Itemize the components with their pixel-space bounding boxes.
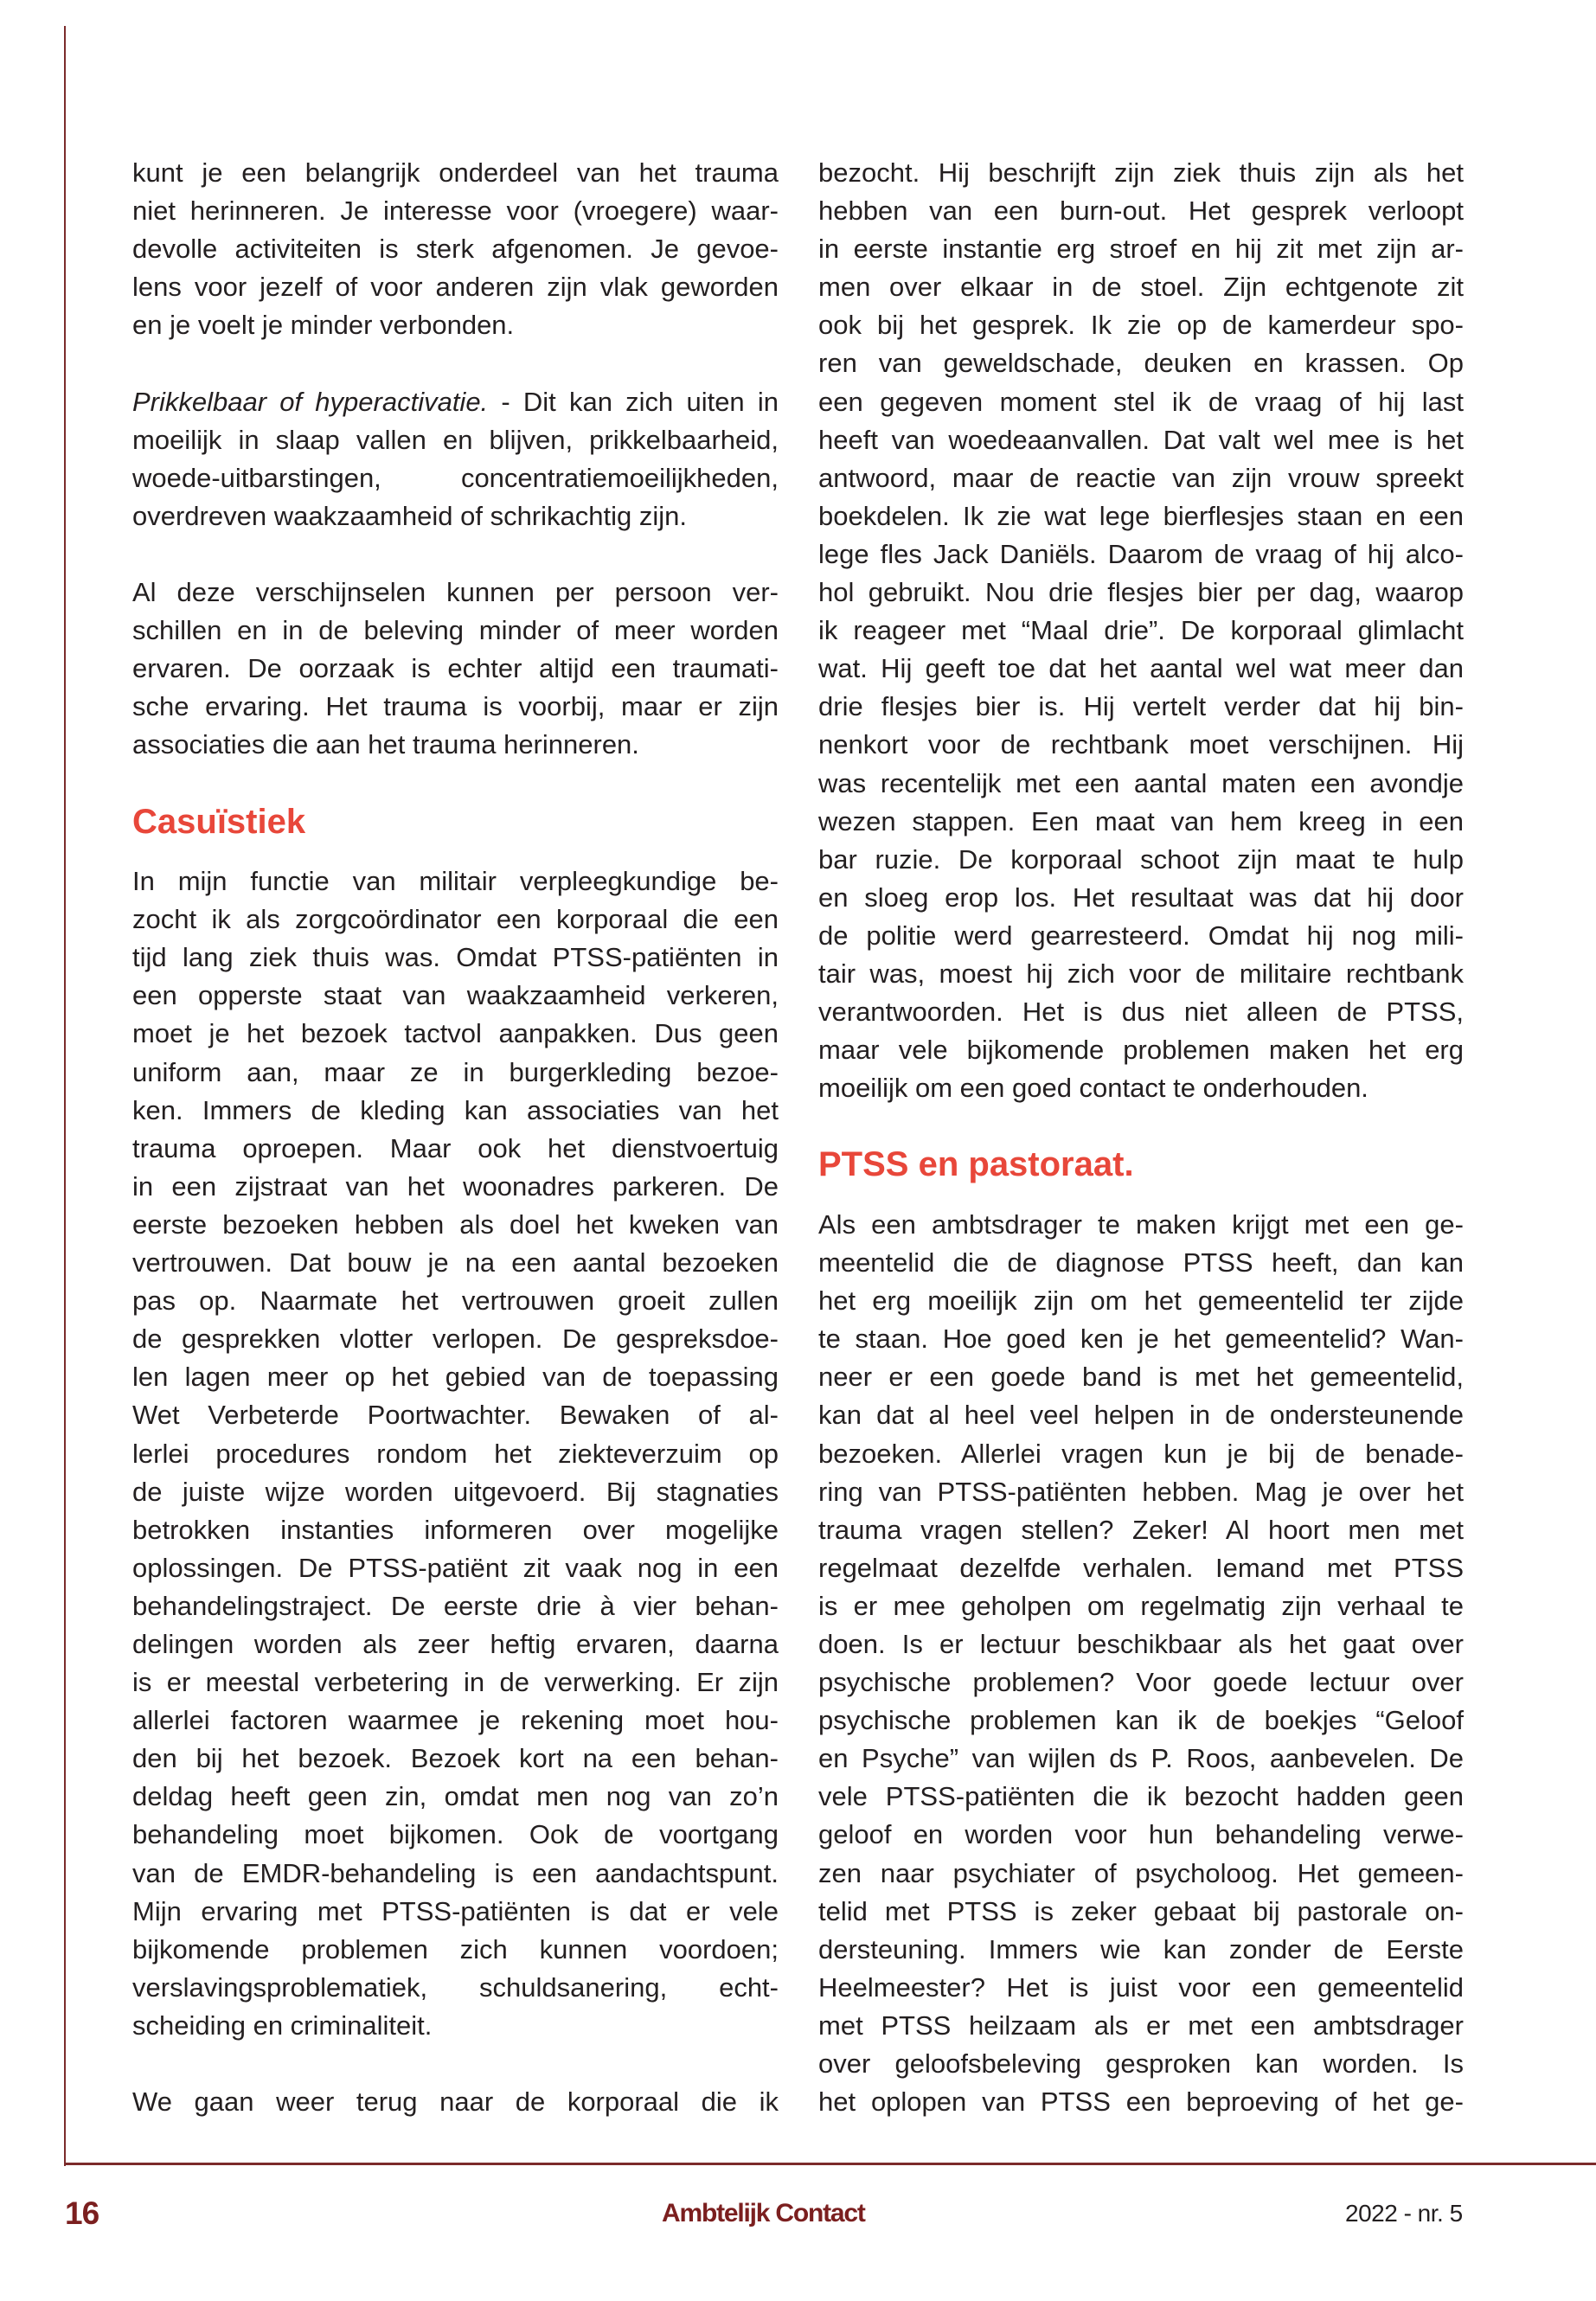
text-line: behandelingstraject. De eerste drie à vier behan- (132, 1590, 779, 1621)
page-number: 16 (65, 2195, 99, 2231)
text-line: te staan. Hoe goed ken je het gemeentelid? Wan- (818, 1324, 1464, 1355)
text-line: drie flesjes bier is. Hij vertelt verder dat hij bin- (818, 691, 1464, 722)
text-line: verantwoorden. Het is dus niet alleen de PTSS, (818, 997, 1464, 1028)
text-line: heeft van woedeaanvallen. Dat valt wel mee is het (818, 424, 1464, 455)
text-line: niet herinneren. Je interesse voor (vroegere) waar- (132, 195, 779, 227)
magazine-title: Ambtelijk Contact (662, 2199, 865, 2227)
text-line: pas op. Naarmate het vertrouwen groeit zullen (132, 1285, 779, 1317)
text-line: oplossingen. De PTSS-patiënt zit vaak nog in een (132, 1552, 779, 1583)
text-line: We gaan weer terug naar de korporaal die ik (132, 2086, 779, 2118)
text-line: delingen worden als zeer heftig ervaren, daarna (132, 1628, 779, 1659)
text-line: regelmaat dezelfde verhalen. Iemand met PTSS (818, 1552, 1464, 1583)
text-line: over geloofsbeleving gesproken kan worden. Is (818, 2048, 1464, 2079)
text-line: met PTSS heilzaam als er met een ambtsdrager (818, 2009, 1464, 2041)
text-line: de politie werd gearresteerd. Omdat hij nog mili- (818, 920, 1464, 951)
text-line: kunt je een belangrijk onderdeel van het trauma (132, 157, 779, 188)
section-heading: Casuïstiek (132, 802, 306, 841)
paragraph (818, 1206, 1464, 2121)
paragraph (132, 862, 779, 2045)
text-line: associaties die aan het trauma herinneren. (132, 729, 639, 760)
issue-number: 2022 - nr. 5 (1345, 2200, 1463, 2227)
text-line: en je voelt je minder verbonden. (132, 310, 515, 341)
text-line: zen naar psychiater of psycholoog. Het gemeen- (818, 1857, 1464, 1888)
text-line: in eerste instantie erg stroef en hij zit met zijn ar- (818, 234, 1464, 265)
text-line: van de EMDR-behandeling is een aandachtspunt. (132, 1857, 779, 1888)
text-line: en Psyche” van wijlen ds P. Roos, aanbevelen. De (818, 1743, 1464, 1774)
text-line: sche ervaring. Het trauma is voorbij, maar er zijn (132, 691, 779, 722)
text-line: in een zijstraat van het woonadres parkeren. De (132, 1170, 779, 1202)
text-line: ring van PTSS-patiënten hebben. Mag je over het (818, 1476, 1464, 1507)
text-line: een gegeven moment stel ik de vraag of hij last (818, 386, 1464, 417)
text-line: Heelmeester? Het is juist voor een gemeentelid (818, 1971, 1464, 2003)
footer-rule (64, 2163, 1596, 2165)
text-line: ren van geweldschade, deuken en krassen. Op (818, 348, 1464, 379)
text-line: moeilijk om een goed contact te onderhouden. (818, 1073, 1368, 1104)
text-line: psychische problemen kan ik de boekjes “Geloof (818, 1705, 1464, 1736)
text-line: neer er een goede band is met het gemeentelid, (818, 1362, 1464, 1393)
text-line: eerste bezoeken hebben als doel het kweken van (132, 1208, 779, 1240)
text-line: len lagen meer op het gebied van de toepassing (132, 1362, 779, 1393)
text-line: devolle activiteiten is sterk afgenomen. Je gevoe- (132, 234, 779, 265)
text-line: deldag heeft geen zin, omdat men nog van zo’n (132, 1781, 779, 1812)
text-line: psychische problemen? Voor goede lectuur over (818, 1667, 1464, 1698)
line-text: - Dit kan zich uiten in (488, 386, 779, 417)
text-line: het oplopen van PTSS een beproeving of het ge- (818, 2086, 1464, 2118)
text-line: betrokken instanties informeren over mogelijke (132, 1514, 779, 1545)
text-line: is er mee geholpen om regelmatig zijn verhaal te (818, 1590, 1464, 1621)
text-line: ken. Immers de kleding kan associaties van het (132, 1094, 779, 1125)
text-line: wat. Hij geeft toe dat het aantal wel wat meer dan (818, 653, 1464, 684)
text-line: men over elkaar in de stoel. Zijn echtgenote zit (818, 272, 1464, 303)
text-line: moeilijk in slaap vallen en blijven, prikkelbaarheid, (132, 424, 779, 455)
text-line: Wet Verbeterde Poortwachter. Bewaken of al- (132, 1400, 779, 1431)
text-line: lege fles Jack Daniëls. Daarom de vraag of hij alco- (818, 538, 1464, 569)
left-margin-rule (64, 26, 66, 2166)
text-line: is er meestal verbetering in de verwerking. Er zijn (132, 1667, 779, 1698)
text-line: zocht ik als zorgcoördinator een korporaal die een (132, 904, 779, 935)
text-line: lerlei procedures rondom het ziekteverzuim op (132, 1438, 779, 1469)
text-line: In mijn functie van militair verpleegkundige be- (132, 866, 779, 897)
text-line: was recentelijk met een aantal maten een avondje (818, 767, 1464, 798)
text-line: dersteuning. Immers wie kan zonder de Eerste (818, 1933, 1464, 1965)
text-line: doen. Is er lectuur beschikbaar als het gaat over (818, 1628, 1464, 1659)
text-line: allerlei factoren waarmee je rekening moet hou- (132, 1705, 779, 1736)
text-line: meentelid die de diagnose PTSS heeft, dan kan (818, 1247, 1464, 1279)
text-line: verslavingsproblematiek, schuldsanering, echt- (132, 1971, 779, 2003)
text-line: uniform aan, maar ze in burgerkleding bezoe- (132, 1056, 779, 1087)
text-line: de juiste wijze worden uitgevoerd. Bij stagnaties (132, 1476, 779, 1507)
text-line: vertrouwen. Dat bouw je na een aantal bezoeken (132, 1247, 779, 1279)
text-line: scheiding en criminaliteit. (132, 2009, 433, 2041)
text-line: telid met PTSS is zeker gebaat bij pastorale on- (818, 1895, 1464, 1926)
text-line (132, 383, 779, 421)
text-line: hebben van een burn-out. Het gesprek verloopt (818, 195, 1464, 227)
text-line: behandeling moet bijkomen. Ook de voortgang (132, 1819, 779, 1850)
text-line: ook bij het gesprek. Ik zie op de kamerdeur spo- (818, 310, 1464, 341)
text-line: woede-uitbarstingen, concentratiemoeilijkheden, (132, 462, 779, 493)
text-line: lens voor jezelf of voor anderen zijn vlak geworden (132, 272, 779, 303)
text-line: hol gebruikt. Nou drie flesjes bier per dag, waarop (818, 577, 1464, 608)
text-line: bar ruzie. De korporaal schoot zijn maat te hulp (818, 843, 1464, 875)
text-line: ervaren. De oorzaak is echter altijd een traumati- (132, 653, 779, 684)
paragraph (132, 383, 779, 535)
left-text-column (132, 154, 779, 2121)
text-line: maar vele bijkomende problemen maken het erg (818, 1035, 1464, 1066)
paragraph (132, 574, 779, 764)
text-line: wezen stappen. Een maat van hem kreeg in een (818, 805, 1464, 836)
text-line: antwoord, maar de reactie van zijn vrouw spreekt (818, 462, 1464, 493)
text-line: een opperste staat van waakzaamheid verkeren, (132, 980, 779, 1011)
text-line: den bij het bezoek. Bezoek kort na een behan- (132, 1743, 779, 1774)
text-line: bezoeken. Allerlei vragen kun je bij de benade- (818, 1438, 1464, 1469)
text-line: geloof en worden voor hun behandeling verwe- (818, 1819, 1464, 1850)
text-line: vele PTSS-patiënten die ik bezocht hadden geen (818, 1781, 1464, 1812)
paragraph (818, 154, 1464, 1107)
right-text-column (818, 154, 1464, 2121)
text-line: tijd lang ziek thuis was. Omdat PTSS-patiënten in (132, 942, 779, 973)
text-line: bijkomende problemen zich kunnen voordoen; (132, 1933, 779, 1965)
text-line: de gesprekken vlotter verlopen. De gespreksdoe- (132, 1324, 779, 1355)
text-line: tair was, moest hij zich voor de militaire rechtbank (818, 958, 1464, 989)
text-line: Als een ambtsdrager te maken krijgt met een ge- (818, 1208, 1464, 1240)
section-heading: PTSS en pastoraat. (818, 1145, 1134, 1184)
text-line: en sloeg erop los. Het resultaat was dat hij door (818, 881, 1464, 913)
paragraph (132, 154, 779, 344)
text-line: overdreven waakzaamheid of schrikachtig zijn. (132, 500, 687, 531)
text-line: ik reageer met “Maal drie”. De korporaal glimlacht (818, 615, 1464, 646)
text-line: trauma vragen stellen? Zeker! Al hoort men met (818, 1514, 1464, 1545)
text-line: kan dat al heel veel helpen in de ondersteunende (818, 1400, 1464, 1431)
text-line: boekdelen. Ik zie wat lege bierflesjes staan en een (818, 500, 1464, 531)
text-line: moet je het bezoek tactvol aanpakken. Dus geen (132, 1018, 779, 1049)
text-line: schillen en in de beleving minder of meer worden (132, 615, 779, 646)
text-line: bezocht. Hij beschrijft zijn ziek thuis zijn als het (818, 157, 1464, 188)
italic-term: Prikkelbaar of hyperactivatie. (132, 386, 489, 417)
text-line: Mijn ervaring met PTSS-patiënten is dat er vele (132, 1895, 779, 1926)
text-line: trauma oproepen. Maar ook het dienstvoertuig (132, 1132, 779, 1163)
text-line: het erg moeilijk zijn om het gemeentelid ter zijde (818, 1285, 1464, 1317)
text-line: Al deze verschijnselen kunnen per persoon ver- (132, 577, 779, 608)
text-line: nenkort voor de rechtbank moet verschijnen. Hij (818, 729, 1464, 760)
paragraph (132, 2083, 779, 2121)
